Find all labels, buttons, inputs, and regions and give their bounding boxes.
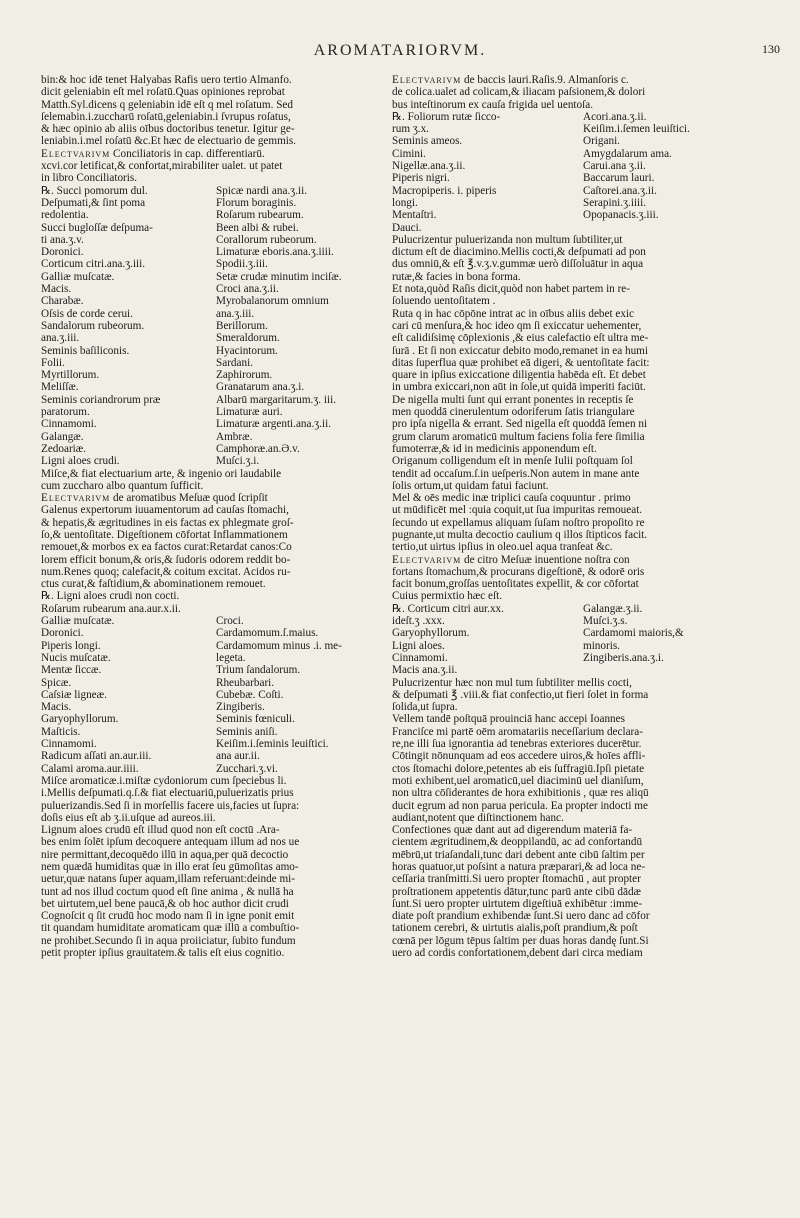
list-item: Corticum citri.ana.ʒ.iii.	[41, 258, 146, 271]
list-item: Zingiberis.ana.ʒ.i.	[583, 651, 664, 664]
text-line: ditas ſuperflua quæ prohibet eā digeri, & uentoſitate facit:	[392, 356, 650, 369]
text-line: cœnā per lōgum tēpus ſaltim per duas horas dandę ſunt.Si	[392, 934, 649, 947]
list-item: Oſsis de corde cerui.	[41, 307, 133, 320]
list-item: Cinnamomi.	[392, 651, 448, 664]
list-item: Galangæ.ʒ.ii.	[583, 602, 643, 615]
list-item: Calami aroma.aur.iiii.	[41, 762, 139, 775]
list-item: ℞. Corticum citri aur.xx.	[392, 602, 504, 615]
paragraph	[392, 394, 766, 455]
text-line: leniabin.i.mel roſatū &c.Et hæc de electuario de gemmis.	[41, 135, 297, 148]
list-item: Seminis aniſi.	[216, 725, 278, 738]
list-item: minoris.	[583, 639, 620, 652]
text-line: Cuius permixtio hæc eſt.	[392, 590, 503, 603]
list-item: ana.ʒ.iii.	[41, 332, 80, 345]
list-item: Galangæ.	[41, 430, 84, 443]
list-item: Ligni aloes crudi.	[41, 455, 120, 468]
list-item: Seminis fœniculi.	[216, 713, 295, 726]
text-line: Confectiones quæ dant aut ad digerendum materiā fa-	[392, 824, 633, 837]
list-item: Myrtillorum.	[41, 369, 100, 382]
text-line: Cognoſcit q ſit crudū hoc modo nam ſi in igne ponit emit	[41, 910, 295, 923]
text-line: fumoterræ,& id in medicinis apponendum eſt.	[392, 442, 597, 455]
text-line: re,ne illi ſua ignorantia ad tenebras exteriores ducerētur.	[392, 738, 642, 751]
list-item: Rheubarbari.	[216, 676, 275, 689]
text-line: bin:& hoc idē tenet Halyabas Rafis uero tertio Almanfo.	[41, 74, 292, 86]
list-item: Seminis baſiliconis.	[41, 344, 130, 357]
list-item: Croci.	[216, 615, 244, 628]
text-line: moti exhibent,uel aromaticū,uel diaciminū uel dianiſum,	[392, 774, 644, 787]
text-line: dicit geleniabin eſt mel roſatū.Quas opiniones reprobat	[41, 86, 285, 99]
text-line: rutæ,& facies in bona forma.	[392, 270, 521, 283]
text-line: nire permittant,decoquēdo illū in aqua,per quā decoctio	[41, 848, 289, 861]
list-item: Carui.ana ʒ.ii.	[583, 160, 646, 173]
text-line: & hæc opinio ab aliis oībus doctoribus tenetur. Igitur ge-	[41, 123, 295, 136]
list-item: legeta.	[216, 651, 246, 664]
list-item: Galliæ muſcatæ.	[41, 270, 115, 283]
left-column	[41, 74, 383, 1194]
text-line: xcvi.cor letificat,& confortat,mirabiliter ualet. ut patet	[41, 160, 283, 173]
text-line: Et nota,quòd Raſis dicit,quòd non habet partem in re-	[392, 283, 630, 296]
text-line: bus inteſtinorum ex cauſa frigida uel uentoſa.	[392, 98, 594, 111]
paragraph	[392, 283, 766, 308]
list-item: rum ʒ.x.	[392, 123, 429, 136]
text-line: quare in ipſius exiccatione diligentia habēda eſt. Et debet	[392, 369, 646, 382]
list-item: Cardamomum.ſ.maius.	[216, 627, 319, 640]
list-item: Mentaſtri.	[392, 209, 437, 222]
list-item: Succi bugloſſæ deſpuma-	[41, 221, 153, 234]
list-item: Camphoræ.an.Ə.v.	[216, 442, 300, 455]
list-item: Maſticis.	[41, 725, 81, 738]
text-line: dictum eſt de diacimino.Mellis cocti,& deſpumati ad pon	[392, 246, 646, 259]
list-item: Acori.ana.ʒ.ii.	[583, 110, 647, 123]
list-item: Piperis nigri.	[392, 172, 450, 185]
text-line: i.Mellis deſpumati.q.ſ.& fiat electuariū,puluerizatis prius	[41, 787, 294, 800]
text-line: Mel & oēs medic inæ triplici cauſa coquuntur . primo	[392, 492, 631, 505]
text-line: fortans ſtomachum,& procurans digeſtionē, & odorē oris	[392, 565, 645, 578]
list-item: Charabæ.	[41, 295, 84, 308]
list-item: Croci ana.ʒ.ii.	[216, 283, 279, 296]
text-line: tit quandam humiditate aromaticam quæ illū a combuſtio-	[41, 922, 300, 935]
list-item: Doronici.	[41, 627, 84, 640]
text-line: eſt calidiſsimę cōplexionis ,& eius calefactio eſt ultra me-	[392, 332, 649, 345]
list-item: Meliſſæ.	[41, 381, 79, 394]
list-item: ana.ʒ.iii.	[216, 307, 255, 320]
list-item: paratorum.	[41, 406, 90, 419]
text-line: facit bonum,groſſas uentoſitates expellit, & cor cōfortat	[392, 578, 639, 591]
list-item: Ambræ.	[216, 430, 253, 443]
list-item: Muſci.ʒ.s.	[583, 615, 628, 628]
recipe-list	[41, 185, 383, 468]
paragraph	[41, 148, 383, 185]
list-item: Limaturæ argenti.ana.ʒ.ii.	[216, 418, 332, 431]
list-item: ana aur.ii.	[216, 750, 260, 763]
text-line: Conciliatoris in cap. differentiarū.	[110, 147, 265, 160]
text-line: cientem ægritudinem,& deoppilandū, ac ad confortandū	[392, 836, 643, 849]
text-line: De nigella multi ſunt qui errant ponentes in receptis ſe	[392, 393, 634, 406]
list-item: Garyophyllorum.	[41, 713, 119, 726]
list-item: Seminis ameos.	[392, 135, 463, 148]
list-item: Cinnamomi.	[41, 418, 97, 431]
list-item: Cinnamomi.	[41, 738, 97, 751]
paragraph	[41, 492, 383, 590]
list-item: Macis.	[41, 701, 72, 714]
list-item: Been albi & rubei.	[216, 221, 299, 234]
text-line: dus omniū,& eſt ℥.v.ʒ.v.gummæ uerò diſſoluātur in aqua	[392, 258, 644, 271]
list-item: Ligni aloes.	[392, 639, 445, 652]
list-item: Hyacintorum.	[216, 344, 278, 357]
text-line: & deſpumati ℥ .viii.& fiat confectio,ut fieri ſolet in forma	[392, 688, 649, 701]
text-line: ſecundo ut expellamus aliquam ſuſam noſtro propoſito re	[392, 516, 645, 529]
text-line: ſo,& uentoſitate. Digeſtionem cōfortat Inflammationem	[41, 528, 288, 541]
text-line: tationem cerebri, & uirtutis aialis,poſt prandium,& poſt	[392, 922, 638, 935]
list-item: Cardamomum minus .i. me-	[216, 639, 342, 652]
list-item: Dauci.	[392, 221, 422, 234]
text-line: men quoddā cinerulentum odoriferum ſatis triangulare	[392, 406, 635, 419]
text-line: tendit ad occaſum.ſ.in ueſperis.Non autem in mane ante	[392, 467, 640, 480]
list-item: Setæ crudæ minutim inciſæ.	[216, 270, 342, 283]
list-item: Sandalorum rubeorum.	[41, 319, 145, 332]
text-line: Roſarum rubearum ana.aur.x.ii.	[41, 602, 181, 615]
list-item: Smeraldorum.	[216, 332, 280, 345]
paragraph	[392, 492, 766, 553]
list-item: Spodii.ʒ.iii.	[216, 258, 268, 271]
text-line: remouet,& morbos ex ea factos curat:Retardat canos:Co	[41, 541, 292, 554]
paragraph	[392, 455, 766, 492]
list-item	[583, 222, 766, 234]
list-item: Doronici.	[41, 246, 84, 259]
text-line: tunt ad nos illud coctum quod eſt ſine anima , & nullā ha	[41, 885, 294, 898]
section-heading: Electvarivm	[392, 74, 462, 86]
text-line: ſolida,ut ſupra.	[392, 701, 458, 714]
text-line: & hepatis,& ægritudines in eis factas ex phlegmate groſ-	[41, 516, 294, 529]
text-line: ſurā . Et ſi non exiccatur debito modo,remanet in ea humi	[392, 344, 648, 357]
right-column	[392, 74, 766, 1194]
list-item: Folii.	[41, 356, 65, 369]
list-item	[583, 664, 766, 676]
text-line: cari cū menſura,& hoc ideo qm ſi exiccatur uehementer,	[392, 319, 642, 332]
paragraph	[392, 677, 766, 714]
list-item: Limaturæ auri.	[216, 406, 283, 419]
page-number: 130	[762, 42, 780, 56]
running-head: AROMATARIORVM.	[313, 42, 487, 59]
recipe-list	[41, 615, 383, 775]
list-item: Caſsiæ ligneæ.	[41, 688, 107, 701]
text-line: de colica.ualet ad colicam,& iliacam paſsionem,& dolori	[392, 86, 646, 99]
page-header	[0, 40, 800, 64]
list-item: Galliæ muſcatæ.	[41, 615, 115, 628]
list-item: Garyophyllorum.	[392, 627, 470, 640]
text-line: ſolis ortum,ut quidam fatui faciunt.	[392, 479, 549, 492]
list-item: Cubebæ. Coſti.	[216, 688, 284, 701]
list-item: ℞. Foliorum rutæ ſicco-	[392, 110, 501, 123]
list-item: Spicæ nardi ana.ʒ.ii.	[216, 184, 308, 197]
text-line: Pulucrizentur hæc non mul tum ſubtiliter mellis cocti,	[392, 676, 632, 689]
list-item: Sardani.	[216, 356, 253, 369]
paragraph	[41, 74, 383, 148]
list-item: ti ana.ʒ.v.	[41, 233, 84, 246]
text-line: doſis eius eſt ab ʒ.ii.uſque ad aureos.iii.	[41, 811, 216, 824]
text-line: cum zuccharo albo quantum ſufficit.	[41, 479, 204, 492]
text-line: Matth.Syl.dicens q geleniabin idē eſt q mel roſatum. Sed	[41, 98, 293, 111]
list-item: Piperis longi.	[41, 639, 101, 652]
list-item: Corallorum rubeorum.	[216, 233, 317, 246]
text-line: ceſſaria tranſmitti.Si uero propter ſtomachū , aut propter	[392, 873, 641, 886]
text-line: pugnante,ut multa decoctio caulium q illos ſtipticos facit.	[392, 528, 648, 541]
text-line: Miſce aromaticæ.i.miſtæ cydoniorum cum ſpeciebus li.	[41, 774, 287, 787]
paragraph	[41, 590, 383, 615]
list-item: Florum boraginis.	[216, 196, 297, 209]
text-line: diate poſt prandium exhibendæ ſunt.Si uero danc ad cōfor	[392, 910, 650, 923]
list-item: Albarū margaritarum.ʒ. iii.	[216, 393, 337, 406]
text-line: puluerizandis.Sed ſi in morſellis facere uis,facies ut ſupra:	[41, 799, 300, 812]
list-item: Radicum aſſati an.aur.iii.	[41, 750, 152, 763]
list-item: Cimini.	[392, 147, 426, 160]
text-line: bet uirtutem,uel bene paucā,& ob hoc author dicit crudi	[41, 897, 289, 910]
text-line: ctus curat,& faſtidium,& abominationem remouet.	[41, 578, 266, 591]
list-item: Granatarum ana.ʒ.i.	[216, 381, 305, 394]
list-item: Zingiberis.	[216, 701, 265, 714]
text-line: Franciſce mi partē oēm aromatariis neceſſarium declara-	[392, 725, 643, 738]
list-item: Cardamomi maioris,&	[583, 627, 684, 640]
text-line: num.Renes quoq; calefacit,& coitum excitat. Acidos ru-	[41, 565, 291, 578]
list-item: Muſci.ʒ.i.	[216, 455, 260, 468]
text-line: ſelemabin.i.zuccharū roſatū,geleniabin.i ſvrupus roſatus,	[41, 110, 291, 123]
text-line: pro ipſa nigella & errant. Sed nigella eſt quoddā ſemen ni	[392, 418, 648, 431]
text-line: grum clarum aromaticū multum faciens folia fere ſimilia	[392, 430, 645, 443]
section-heading: Electvarivm	[41, 147, 111, 160]
text-line: uetur,quæ natans ſuper aquam,illam referuant:deinde mi-	[41, 873, 295, 886]
list-item: Limaturæ eboris.ana.ʒ.iiii.	[216, 246, 334, 259]
text-line: in libro Conciliatoris.	[41, 172, 138, 185]
text-line: Cōtingit nōnunquam ad eos accedere uiros,& hoīes affli-	[392, 750, 646, 763]
section-heading: Electvarivm	[392, 553, 462, 566]
text-line: Origanum colligendum eſt in menſe Iulii poſtquam ſol	[392, 455, 633, 468]
text-line: ſoluendo uentoſitatem .	[392, 295, 496, 308]
list-item: redolentia.	[41, 209, 89, 222]
list-item: Macis.	[41, 283, 72, 296]
list-item: Zedoariæ.	[41, 442, 87, 455]
paragraph	[392, 234, 766, 283]
section-heading: Electvarivm	[41, 492, 111, 505]
list-item: Zaphirorum.	[216, 369, 273, 382]
text-line: mēbrū,ut triaſandali,tunc dari debent ante cibū ſaltim per	[392, 848, 645, 861]
list-item: ℞. Succi pomorum dul.	[41, 184, 148, 197]
text-line: ctos ſtomachi dolore,petentes ab eis ſuffragiū.Ipſi pietate	[392, 762, 645, 775]
text-line: nem quædā humiditas quæ in illo erat ſeu gūmoſitas amo-	[41, 861, 299, 873]
text-line: horas quatuor,ut poſsint a natura præparari,& ad loca ne-	[392, 861, 646, 873]
text-line: Lignum aloes crudū eſt illud quod non eſt coctū .Ara-	[41, 824, 280, 837]
text-line: audiant,notent que diſtinctionem hanc.	[392, 811, 564, 824]
text-line: tertio,ut uirtus ipſius in oleo.uel aqua tranſeat &c.	[392, 541, 613, 554]
paragraph	[392, 824, 766, 959]
text-line: Galenus expertorum iuuamentorum ad cauſas ſtomachi,	[41, 504, 289, 517]
list-item: Baccarum lauri.	[583, 172, 655, 185]
list-item: ideſt.ʒ .xxx.	[392, 615, 445, 628]
text-line: de baccis lauri.Raſis.9. Almanſoris c.	[461, 74, 629, 86]
text-line: ſunt.Si uero propter uirtutem digeſtiuā exhibētur :imme-	[392, 897, 643, 910]
text-line: Pulucrizentur puluerizanda non multum ſubtiliter,ut	[392, 233, 623, 246]
text-line: de aromatibus Meſuæ quod ſcripſit	[110, 492, 268, 505]
paragraph	[392, 713, 766, 824]
text-line: ne prohibet.Secundo ſi in aqua proiiciatur, ſubito fundum	[41, 934, 296, 947]
list-item: Amygdalarum ama.	[583, 147, 672, 160]
text-line: ut mūdificēt mel :quia coquit,ut ſua impuritas remoueat.	[392, 504, 643, 517]
list-item: Nigellæ.ana.ʒ.ii.	[392, 160, 466, 173]
list-item: Macis ana.ʒ.ii.	[392, 664, 458, 677]
text-line: non ultra cōſiderantes de hora exhibitionis , quæ res aliqū	[392, 787, 649, 800]
paragraph	[41, 824, 383, 959]
text-line: proſtrationem appetentis dātur,tunc parū ante cibū dādæ	[392, 885, 642, 898]
text-line: ducit egrum ad non parua pericula. Ea propter indocti me	[392, 799, 648, 812]
text-line: in umbra exiccari,non aūt in ſole,ut quidā imperiti faciūt.	[392, 381, 646, 394]
list-item: Trium ſandalorum.	[216, 664, 301, 677]
text-line: Vellem tandē poſtquā prouinciā hanc accepi Ioannes	[392, 713, 625, 726]
list-item: Macropiperis. i. piperis	[392, 184, 497, 197]
list-item: Caſtorei.ana.ʒ.ii.	[583, 184, 657, 197]
text-line: bes enim ſolēt ipſum decoquere antequam illum ad nos ue	[41, 836, 300, 849]
list-item: Spicæ.	[41, 676, 72, 689]
paragraph	[392, 74, 766, 111]
paragraph	[41, 775, 383, 824]
text-line: uero ad cordis confortationem,debent dari circa mediam	[392, 947, 643, 960]
paragraph	[41, 468, 383, 493]
list-item: Serapini.ʒ.iiii.	[583, 196, 647, 209]
list-item: Zucchari.ʒ.vi.	[216, 762, 278, 775]
text-line: Ruta q in hac cōpōne intrat ac in oībus aliis debet exic	[392, 307, 635, 320]
recipe-list	[392, 603, 766, 677]
list-item: Nucis muſcatæ.	[41, 651, 111, 664]
paragraph	[392, 554, 766, 603]
list-item: Deſpumati,& ſint poma	[41, 196, 146, 209]
text-line: ℞. Ligni aloes crudi non cocti.	[41, 590, 180, 603]
list-item: Opopanacis.ʒ.iii.	[583, 209, 659, 222]
paragraph	[392, 308, 766, 394]
list-item: Myrobalanorum omnium	[216, 295, 329, 308]
recipe-list	[392, 111, 766, 234]
list-item: Mentæ ſiccæ.	[41, 664, 102, 677]
list-item: Berillorum.	[216, 319, 268, 332]
text-line: petit propter ipſius grauitatem.& talis eſt eius cognitio.	[41, 947, 285, 960]
text-line: lorem efficit bonum,& oris,& ſudoris odorem reddit bo-	[41, 553, 291, 566]
list-item: Origani.	[583, 135, 620, 148]
list-item: longi.	[392, 196, 418, 209]
list-item: Keiſim.i.ſeminis leuiſtici.	[216, 738, 329, 751]
list-item: Keiſim.i.ſemen leuiſtici.	[583, 123, 690, 136]
text-line: Miſce,& fiat electuarium arte, & ingenio ori laudabile	[41, 467, 282, 480]
text-line: de citro Meſuæ inuentione noſtra con	[461, 553, 630, 566]
list-item: Seminis coriandrorum præ	[41, 393, 161, 406]
list-item: Roſarum rubearum.	[216, 209, 304, 222]
